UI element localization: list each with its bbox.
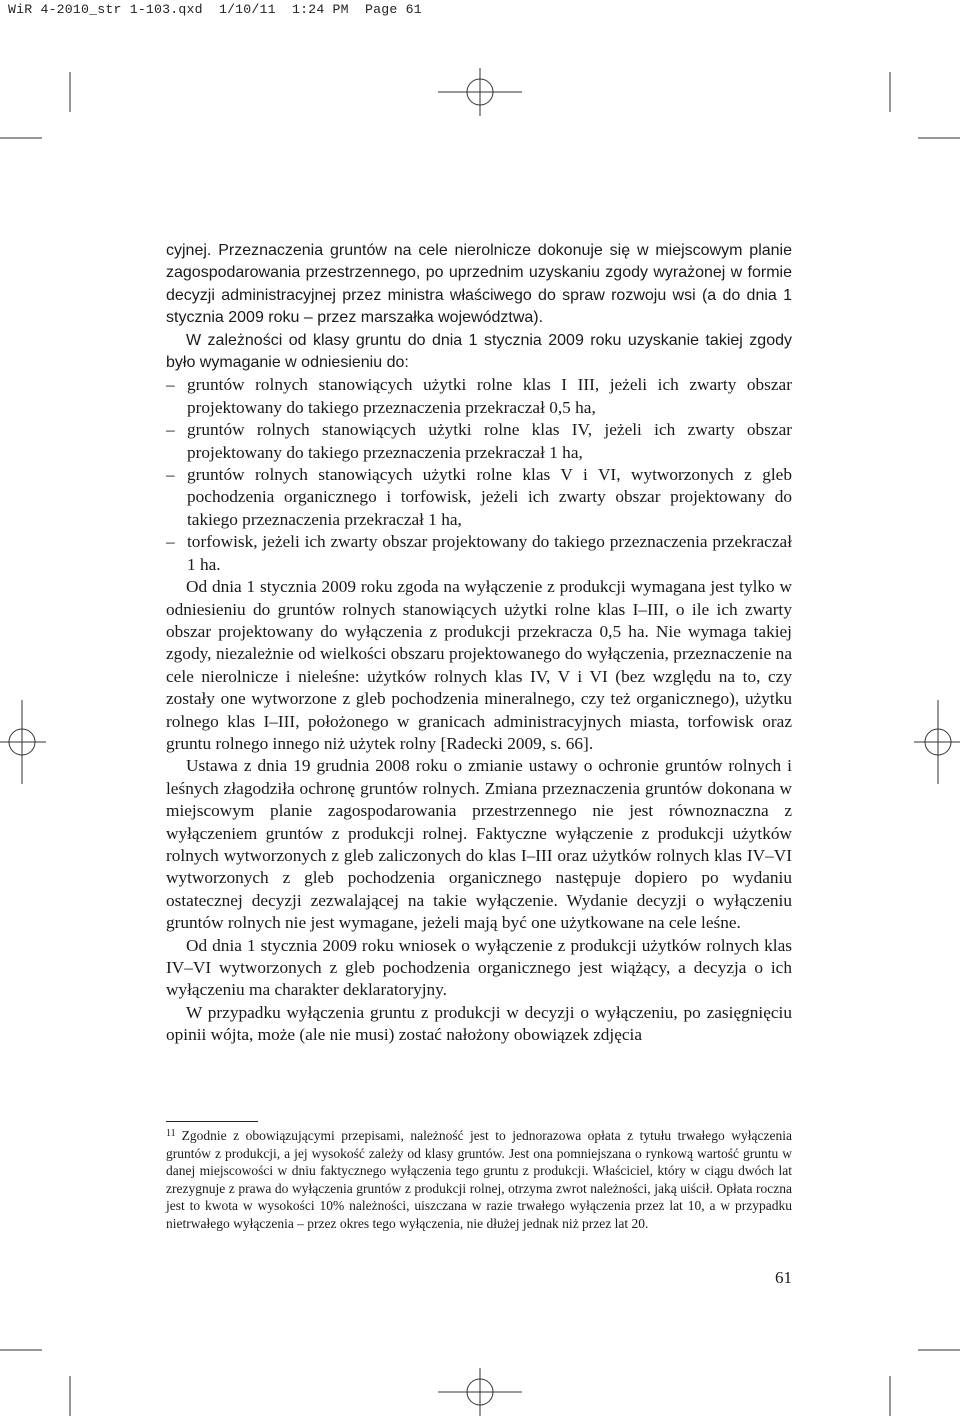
main-text [166,240,792,1047]
page-number: 61 [775,1268,792,1287]
registration-mark-left [0,700,46,784]
registration-mark-right [914,700,960,784]
list-item: – gruntów rolnych stanowiących użytki rolne klas I III, jeżeli ich zwarty obszar projektowany do takiego przeznaczenia przekraczał 0,5 ha, [166,375,792,417]
paragraph-decision: W przypadku wyłączenia gruntu z produkcji w decyzji o wyłączeniu, po zasięgnięciu opinii wójta, może (ale nie musi) zostać nałożony obowiązek zdjęcia [166,1002,792,1045]
print-slug: WiR 4-2010_str 1-103.qxd 1/10/11 1:24 PM Page 61 [8,2,422,17]
registration-mark-top [438,68,522,116]
requirements-list [166,374,792,576]
paragraph-application: Od dnia 1 stycznia 2009 roku wniosek o wyłączenie z produkcji użytków rolnych klas IV–VI wytworzonych z gleb pochodzenia organicznego jest wiążący, a decyzja o ich wyłączeniu ma charakter deklaratoryjny. [166,935,792,1000]
list-item: – gruntów rolnych stanowiących użytki rolne klas V i VI, wytworzonych z gleb pochodzenia organicznego i torfowisk, jeżeli ich zwarty obszar projektowany do takiego przeznaczenia przekraczał 1 ha, [166,465,792,529]
paragraph-2009-rules: Od dnia 1 stycznia 2009 roku zgoda na wyłączenie z produkcji wymagana jest tylko w odniesieniu do gruntów rolnych stanowiących użytki rolne klas I–III, o ile ich zwarty obszar projektowany do wyłączenia z produkcji przekracza 0,5 ha. Nie wymaga takiej zgody, niezależnie od wielkości obszaru projektowanego do wyłączenia, przeznaczenie na cele nierolnicze i nieleśne: użytków rolnych klas IV, V i VI (bez względu na to, czy zostały one wytworzone z gleb pochodzenia mineralnego, czy też organicznego), użytku rolnego klas I–III, położonego w granicach administracyjnych miasta, torfowisk oraz gruntu rolnego innego niż użytek rolny [Radecki 2009, s. 66]. [166,577,792,753]
paragraph-statute: Ustawa z dnia 19 grudnia 2008 roku o zmianie ustawy o ochronie gruntów rolnych i leśnych złagodziła ochronę gruntów rolnych. Zmiana przeznaczenia gruntów dokonana w miejscowym planie zagospodarowania przestrzennego nie jest równoznaczna z wyłączeniem gruntów z produkcji rolnej. Faktyczne wyłączenie z produkcji użytków rolnych wytworzonych z gleb zaliczonych do klas I–III oraz użytków rolnych klas IV–VI wytworzonych z gleb pochodzenia organicznego następuje dopiero po wydaniu ostatecznej decyzji zezwalającej na takie wyłączenie. Wydanie decyzji o wyłączeniu gruntów rolnych nie jest wymagane, jeżeli mają być one użytkowane na cele leśne. [166,756,792,933]
list-item: – gruntów rolnych stanowiących użytki rolne klas IV, jeżeli ich zwarty obszar projektowany do takiego przeznaczenia przekraczał 1 ha, [166,420,792,462]
registration-mark-bottom [438,1368,522,1416]
footnote-number: 11 [166,1128,176,1139]
paragraph-continuation: cyjnej. Przeznaczenia gruntów na cele nierolnicze dokonuje się w miejscowym planie zagospodarowania przestrzennego, po uprzednim uzyskaniu zgody wyrażonej w formie decyzji administracyjnej przez ministra właściwego do spraw rozwoju wsi (a do dnia 1 stycznia 2009 roku – przez marszałka województwa). [166,242,792,327]
footnote-text: Zgodnie z obowiązującymi przepisami, należność jest to jednorazowa opłata z tytułu trwałego wyłączenia gruntów z produkcji, a jej wysokość zależy od klasy gruntów. Jest ona pomniejszana o rynkową wartość gruntu w danej miejscowości w dniu faktycznego wyłączenia tego gruntu z produkcji. Właściciel, który w ciągu dwóch lat zrezygnuje z prawa do wyłączenia gruntów z produkcji rolnej, otrzyma zwrot należności, jaką uiścił. Opłata roczna jest to kwota w wysokości 10% należności, uiszczana w razie trwałego wyłączenia przez lat 10, a w przypadku nietrwałego wyłączenia – przez okres tego wyłączenia, nie dłużej jednak niż przez lat 20. [166,1128,792,1231]
paragraph-classes-intro: W zależności od klasy gruntu do dnia 1 stycznia 2009 roku uzyskanie takiej zgody było wymaganie w odniesieniu do: [166,331,792,372]
footnote-separator [166,1121,258,1122]
list-item: – torfowisk, jeżeli ich zwarty obszar projektowany do takiego przeznaczenia przekraczał 1 ha. [166,532,792,574]
footnote [166,1125,792,1232]
